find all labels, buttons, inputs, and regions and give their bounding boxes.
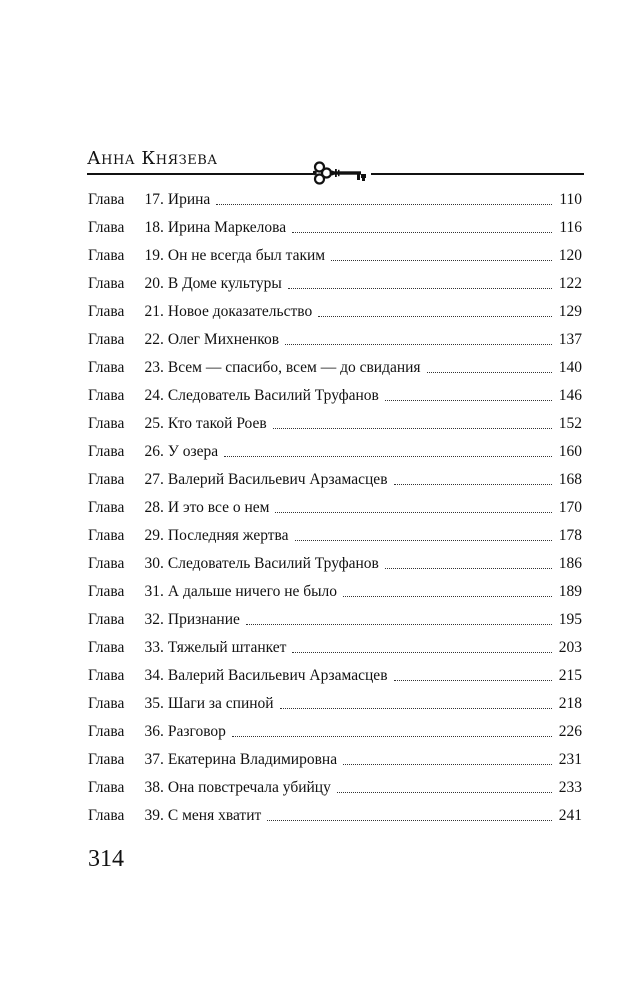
chapter-number: 24 (144, 387, 160, 404)
chapter-number-dot: . (160, 667, 164, 684)
dot-leader (216, 204, 552, 205)
chapter-number-dot: . (160, 219, 164, 236)
chapter-title: С меня хватит (167, 807, 262, 824)
chapter-label: Глава (88, 275, 125, 292)
toc-entry (88, 774, 582, 802)
dot-leader (337, 792, 552, 793)
chapter-number-dot: . (160, 415, 164, 432)
chapter-page: 178 (558, 527, 582, 544)
toc-entry (88, 802, 582, 830)
chapter-title: Ирина (167, 191, 211, 208)
dot-leader (318, 316, 552, 317)
dot-leader (331, 260, 552, 261)
chapter-number-dot: . (160, 471, 164, 488)
chapter-title: Олег Михненков (167, 331, 280, 348)
chapter-number: 30 (144, 555, 160, 572)
dot-leader (267, 820, 552, 821)
chapter-number: 17 (144, 191, 160, 208)
chapter-number: 20 (144, 275, 160, 292)
chapter-number: 19 (144, 247, 160, 264)
dot-leader (224, 456, 552, 457)
chapter-page: 231 (558, 751, 582, 768)
chapter-page: 116 (559, 219, 582, 236)
chapter-label: Глава (88, 331, 125, 348)
chapter-title: Шаги за спиной (167, 695, 274, 712)
chapter-number-dot: . (160, 695, 164, 712)
chapter-number-dot: . (160, 779, 164, 796)
dot-leader (385, 400, 552, 401)
chapter-number: 35 (144, 695, 160, 712)
chapter-title: Признание (167, 611, 240, 628)
chapter-title: Всем — спасибо, всем — до свидания (167, 359, 421, 376)
chapter-title: Разговор (167, 723, 226, 740)
chapter-title: Валерий Васильевич Арзамасцев (167, 471, 388, 488)
chapter-number: 23 (144, 359, 160, 376)
toc-entry (88, 466, 582, 494)
chapter-title: Следователь Василий Труфанов (167, 387, 379, 404)
chapter-number: 31 (144, 583, 160, 600)
chapter-title: В Доме культуры (167, 275, 282, 292)
chapter-page: 195 (558, 611, 582, 628)
chapter-page: 122 (558, 275, 582, 292)
toc-entry (88, 746, 582, 774)
toc-entry (88, 550, 582, 578)
toc-entry (88, 270, 582, 298)
chapter-page: 241 (558, 807, 582, 824)
chapter-title: Новое доказательство (167, 303, 313, 320)
author-name: Анна Князева (87, 148, 218, 169)
dot-leader (295, 540, 552, 541)
chapter-page: 160 (558, 443, 582, 460)
chapter-number: 34 (144, 667, 160, 684)
toc-entry (88, 410, 582, 438)
dot-leader (273, 428, 552, 429)
chapter-label: Глава (88, 583, 125, 600)
chapter-page: 218 (558, 695, 582, 712)
chapter-number-dot: . (160, 303, 164, 320)
toc-entry (88, 186, 582, 214)
dot-leader (292, 652, 552, 653)
chapter-number-dot: . (160, 583, 164, 600)
chapter-title: Ирина Маркелова (167, 219, 287, 236)
chapter-number-dot: . (160, 751, 164, 768)
chapter-number: 22 (144, 331, 160, 348)
dot-leader (385, 568, 552, 569)
chapter-label: Глава (88, 387, 125, 404)
chapter-label: Глава (88, 303, 125, 320)
chapter-label: Глава (88, 667, 125, 684)
chapter-label: Глава (88, 443, 125, 460)
chapter-page: 226 (558, 723, 582, 740)
chapter-number: 36 (144, 723, 160, 740)
chapter-label: Глава (88, 527, 125, 544)
dot-leader (280, 708, 552, 709)
chapter-page: 203 (558, 639, 582, 656)
toc-entry (88, 606, 582, 634)
dot-leader (394, 680, 552, 681)
chapter-number-dot: . (160, 247, 164, 264)
toc-entry (88, 690, 582, 718)
chapter-page: 186 (558, 555, 582, 572)
chapter-page: 146 (558, 387, 582, 404)
toc-entry (88, 662, 582, 690)
chapter-page: 233 (558, 779, 582, 796)
dot-leader (288, 288, 552, 289)
chapter-title: Екатерина Владимировна (167, 751, 338, 768)
toc-entry (88, 298, 582, 326)
chapter-label: Глава (88, 219, 125, 236)
chapter-page: 137 (558, 331, 582, 348)
chapter-number-dot: . (160, 359, 164, 376)
running-header (87, 148, 584, 188)
dot-leader (343, 596, 552, 597)
key-icon (313, 160, 371, 186)
chapter-number-dot: . (160, 527, 164, 544)
chapter-label: Глава (88, 415, 125, 432)
chapter-page: 152 (558, 415, 582, 432)
chapter-label: Глава (88, 247, 125, 264)
chapter-number-dot: . (160, 639, 164, 656)
chapter-page: 129 (558, 303, 582, 320)
chapter-number: 27 (144, 471, 160, 488)
chapter-label: Глава (88, 611, 125, 628)
chapter-label: Глава (88, 471, 125, 488)
chapter-page: 140 (558, 359, 582, 376)
toc-entry (88, 634, 582, 662)
dot-leader (285, 344, 552, 345)
dot-leader (275, 512, 552, 513)
chapter-page: 120 (558, 247, 582, 264)
chapter-title: И это все о нем (167, 499, 270, 516)
toc-entry (88, 494, 582, 522)
toc-entry (88, 214, 582, 242)
toc-entry (88, 522, 582, 550)
chapter-number: 37 (144, 751, 160, 768)
chapter-label: Глава (88, 639, 125, 656)
chapter-label: Глава (88, 499, 125, 516)
chapter-number-dot: . (160, 611, 164, 628)
chapter-title: Она повстречала убийцу (167, 779, 331, 796)
chapter-label: Глава (88, 807, 125, 824)
chapter-number-dot: . (160, 555, 164, 572)
chapter-title: Тяжелый штанкет (167, 639, 287, 656)
chapter-number-dot: . (160, 387, 164, 404)
chapter-number: 33 (144, 639, 160, 656)
chapter-number: 32 (144, 611, 160, 628)
chapter-page: 189 (558, 583, 582, 600)
chapter-title: Следователь Василий Труфанов (167, 555, 379, 572)
chapter-label: Глава (88, 359, 125, 376)
chapter-title: Валерий Васильевич Арзамасцев (167, 667, 388, 684)
chapter-number: 38 (144, 779, 160, 796)
chapter-number: 21 (144, 303, 160, 320)
chapter-number: 29 (144, 527, 160, 544)
chapter-title: У озера (167, 443, 219, 460)
chapter-label: Глава (88, 723, 125, 740)
chapter-label: Глава (88, 779, 125, 796)
chapter-label: Глава (88, 555, 125, 572)
chapter-number: 25 (144, 415, 160, 432)
chapter-number-dot: . (160, 191, 164, 208)
chapter-page: 168 (558, 471, 582, 488)
chapter-number: 18 (144, 219, 160, 236)
chapter-number-dot: . (160, 275, 164, 292)
chapter-title: А дальше ничего не было (167, 583, 338, 600)
chapter-title: Он не всегда был таким (167, 247, 326, 264)
chapter-page: 110 (559, 191, 582, 208)
dot-leader (394, 484, 552, 485)
chapter-number: 26 (144, 443, 160, 460)
chapter-number: 39 (144, 807, 160, 824)
toc-entry (88, 578, 582, 606)
chapter-number-dot: . (160, 499, 164, 516)
chapter-number-dot: . (160, 331, 164, 348)
toc-entry (88, 438, 582, 466)
table-of-contents (88, 186, 582, 830)
page-number: 314 (88, 846, 124, 872)
chapter-title: Кто такой Роев (167, 415, 267, 432)
dot-leader (232, 736, 552, 737)
toc-entry (88, 718, 582, 746)
chapter-label: Глава (88, 191, 125, 208)
toc-entry (88, 382, 582, 410)
chapter-label: Глава (88, 695, 125, 712)
chapter-number: 28 (144, 499, 160, 516)
dot-leader (292, 232, 552, 233)
chapter-number-dot: . (160, 807, 164, 824)
toc-entry (88, 354, 582, 382)
chapter-number-dot: . (160, 443, 164, 460)
chapter-label: Глава (88, 751, 125, 768)
toc-entry (88, 242, 582, 270)
dot-leader (343, 764, 552, 765)
dot-leader (427, 372, 552, 373)
chapter-number-dot: . (160, 723, 164, 740)
chapter-title: Последняя жертва (167, 527, 289, 544)
toc-entry (88, 326, 582, 354)
chapter-page: 215 (558, 667, 582, 684)
chapter-page: 170 (558, 499, 582, 516)
dot-leader (246, 624, 552, 625)
